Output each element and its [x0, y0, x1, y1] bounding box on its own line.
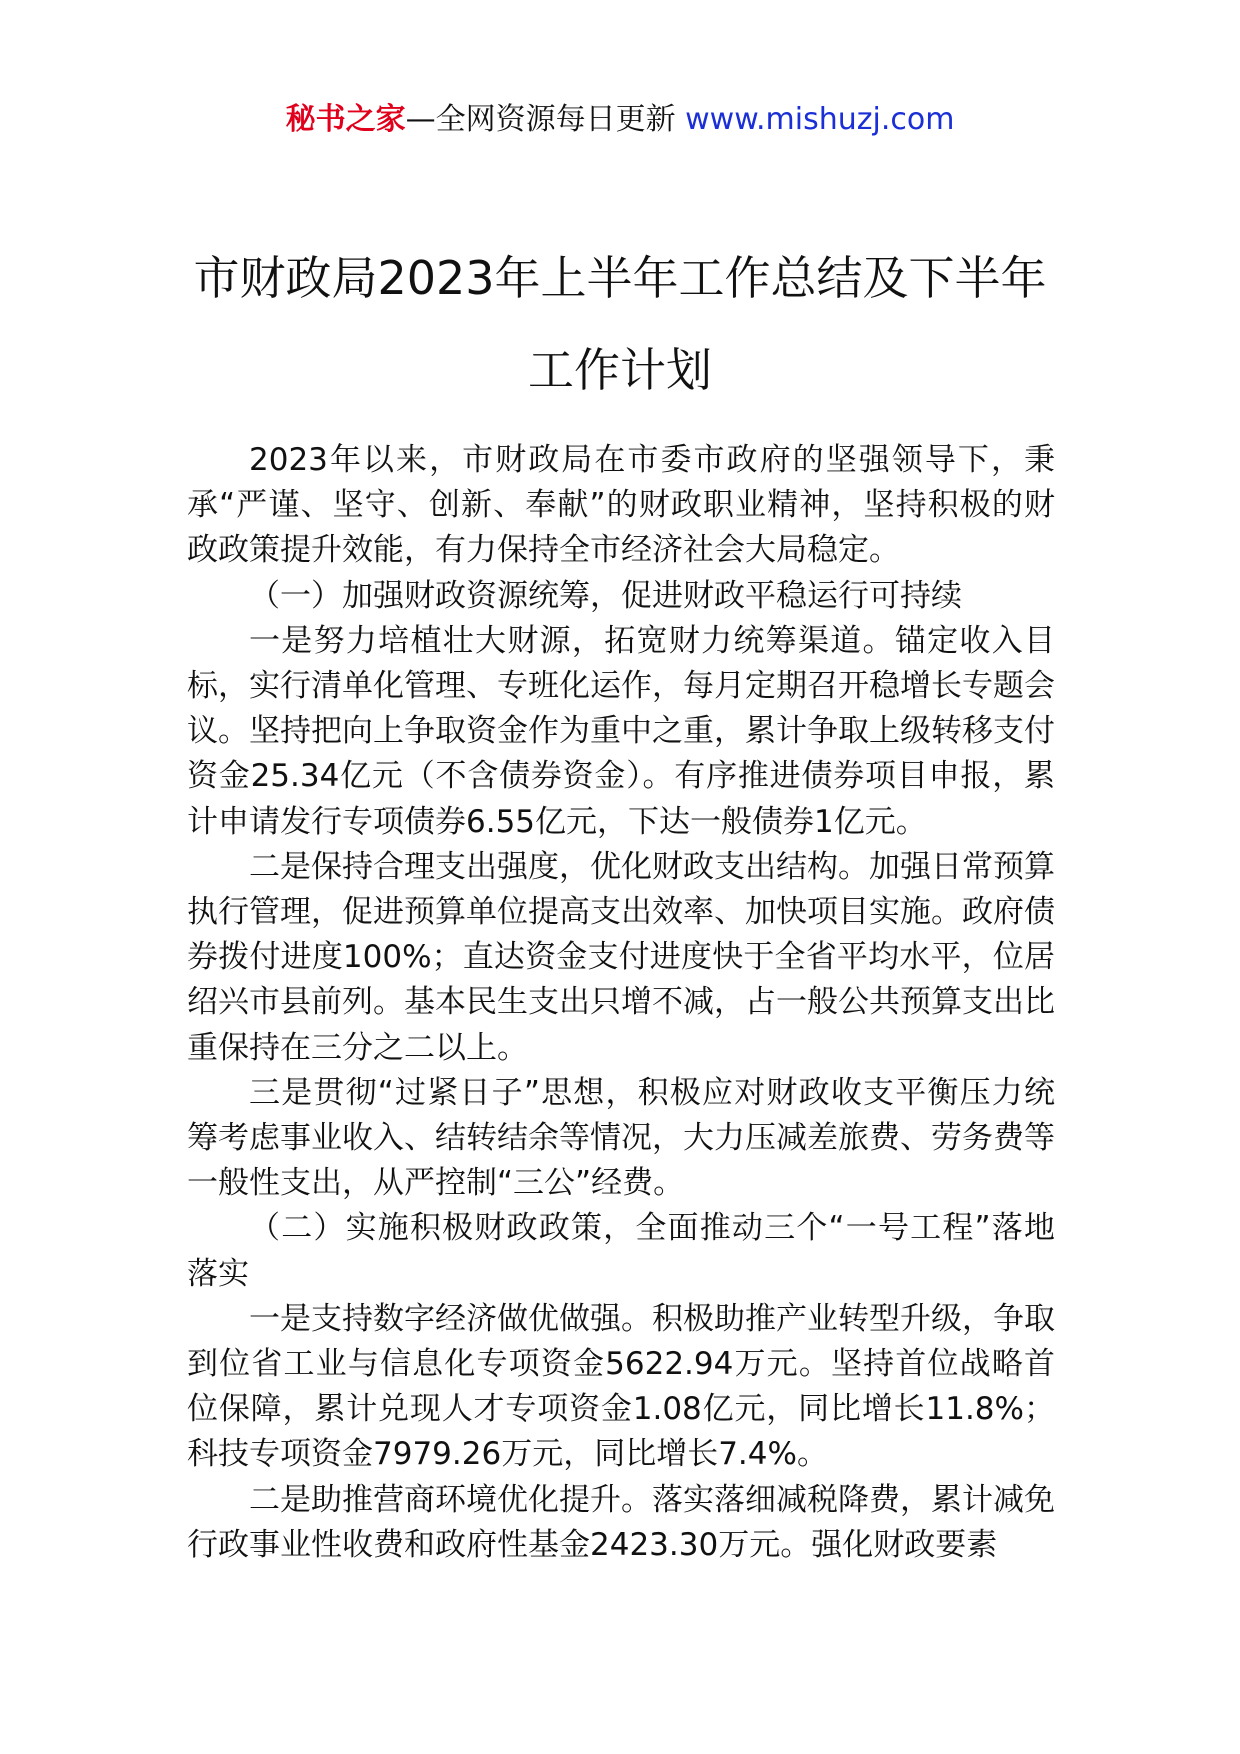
paragraph-intro: 2023年以来，市财政局在市委市政府的坚强领导下，秉承“严谨、坚守、创新、奉献”的财政职业精神，坚持积极的财政政策提升效能，有力保持全市经济社会大局稳定。 — [187, 442, 1055, 569]
site-url-link[interactable]: www.mishuzj.com — [685, 102, 955, 137]
paragraph: 三是贯彻“过紧日子”思想，积极应对财政收支平衡压力统筹考虑事业收入、结转结余等情况，大力压减差旅费、劳务费等一般性支出，从严控制“三公”经费。 — [187, 1074, 1055, 1202]
paragraph: 二是保持合理支出强度，优化财政支出结构。加强日常预算执行管理，促进预算单位提高支出效率、加快项目实施。政府债券拨付进度100%；直达资金支付进度快于全省平均水平，位居绍兴市县前列。基本民生支出只增不减，占一般公共预算支出比重保持在三分之二以上。 — [187, 848, 1055, 1066]
header-slogan: —全网资源每日更新 — [405, 102, 676, 137]
paragraph: 一是支持数字经济做优做强。积极助推产业转型升级，争取到位省工业与信息化专项资金5622.94万元。坚持首位战略首位保障，累计兑现人才专项资金1.08亿元，同比增长11.8%；科技专项资金7979.26万元，同比增长7.4%。 — [187, 1300, 1055, 1473]
document-title — [150, 232, 1090, 416]
paragraph: 一是努力培植壮大财源，拓宽财力统筹渠道。锚定收入目标，实行清单化管理、专班化运作，每月定期召开稳增长专题会议。坚持把向上争取资金作为重中之重，累计争取上级转移支付资金25.34亿元（不含债券资金）。有序推进债券项目申报，累计申请发行专项债券6.55亿元，下达一般债券1亿元。 — [187, 622, 1055, 840]
title-line-2: 工作计划 — [528, 343, 712, 397]
title-line-1: 市财政局2023年上半年工作总结及下半年 — [193, 251, 1047, 305]
section-heading-2: （二）实施积极财政政策，全面推动三个“一号工程”落地落实 — [187, 1210, 1055, 1292]
section-heading-1: （一）加强财政资源统筹，促进财政平稳运行可持续 — [249, 577, 962, 614]
paragraph: 二是助推营商环境优化提升。落实落细减税降费，累计减免行政事业性收费和政府性基金2423.30万元。强化财政要素 — [187, 1481, 1055, 1563]
document-body — [187, 438, 1055, 1568]
brand-name: 秘书之家 — [285, 102, 406, 137]
site-header — [0, 100, 1240, 140]
